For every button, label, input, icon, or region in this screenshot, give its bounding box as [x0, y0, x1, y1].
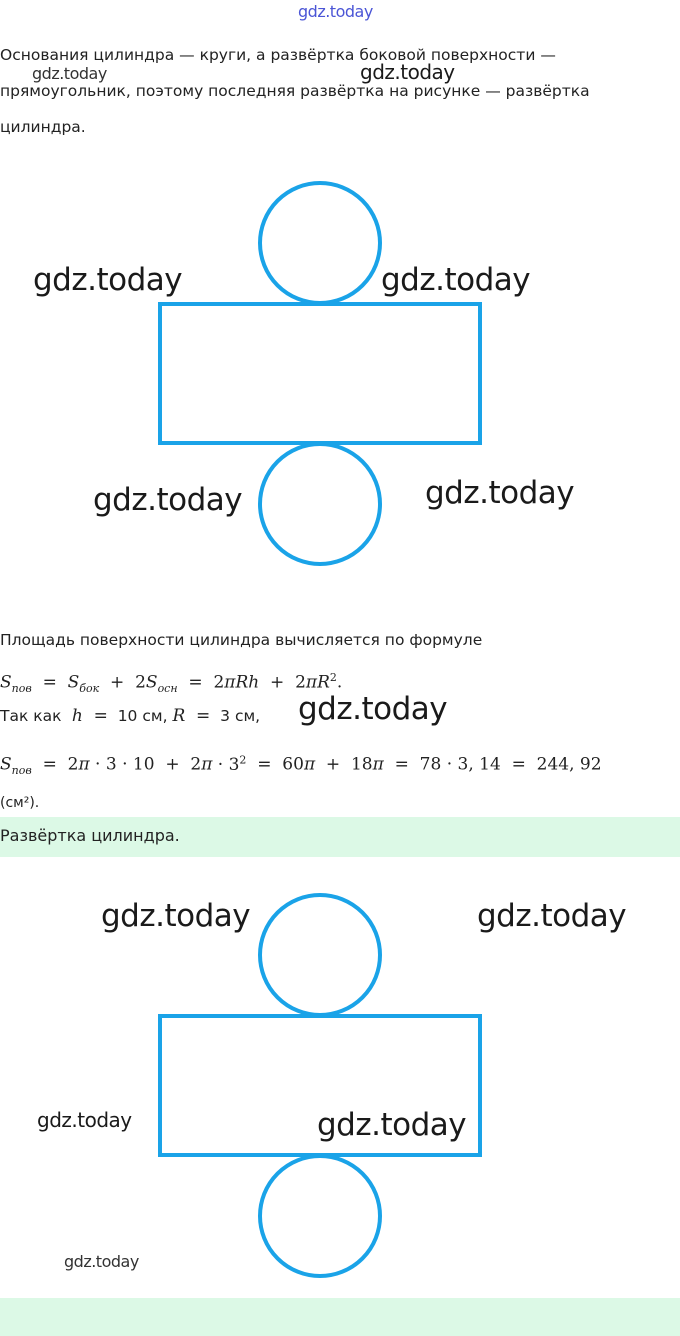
watermark: gdz.today: [101, 898, 251, 934]
answer-band: [0, 817, 680, 857]
since-prefix: Так как: [0, 707, 62, 725]
bottom-band: [0, 1298, 680, 1336]
watermark: gdz.today: [64, 1252, 139, 1271]
computation-formula: $S_{пов} = 2\pi \cdot 3 \cdot 10 + 2\pi \cdot 3^2 = 60\pi + 18\pi = 78 \cdot 3$, 14 = 244, 92: [0, 753, 602, 778]
watermark: gdz.today: [298, 691, 448, 727]
watermark: gdz.today: [93, 482, 243, 518]
watermark: gdz.today: [33, 262, 183, 298]
bottom-base-circle: [260, 1156, 380, 1276]
watermark-top: gdz.today: [298, 2, 373, 21]
cylinder-net-diagram-2: [0, 882, 680, 1292]
given-values-line: Так как h = 10 см, R = 3 см,: [0, 706, 261, 726]
lateral-surface-rectangle: [160, 304, 480, 443]
top-base-circle: [260, 183, 380, 303]
intro-line-1: Основания цилиндра — круги, а развёртка боковой поверхности —: [0, 46, 556, 64]
watermark: gdz.today: [425, 475, 575, 511]
surface-area-formula: $S_{пов} = S_{бок} + 2S_{осн} = 2\pi Rh + 2\pi R^2$.: [0, 671, 343, 696]
r-value: 3 см: [220, 707, 256, 725]
result-unit: (см²).: [0, 795, 40, 811]
intro-line-3: цилиндра.: [0, 118, 86, 136]
formula-intro: Площадь поверхности цилиндра вычисляется по формуле: [0, 631, 483, 649]
answer-label: Развёртка цилиндра.: [0, 826, 180, 845]
watermark: gdz.today: [477, 898, 627, 934]
cylinder-net-diagram-1: [0, 170, 680, 580]
watermark: gdz.today: [37, 1108, 132, 1132]
watermark: gdz.today: [360, 60, 455, 84]
watermark: gdz.today: [317, 1107, 467, 1143]
watermark: gdz.today: [32, 64, 107, 83]
bottom-base-circle: [260, 444, 380, 564]
intro-line-2: прямоугольник, поэтому последняя развёртка на рисунке — развёртка: [0, 82, 590, 100]
watermark: gdz.today: [381, 262, 531, 298]
top-base-circle: [260, 895, 380, 1015]
h-value: 10 см: [117, 707, 163, 725]
